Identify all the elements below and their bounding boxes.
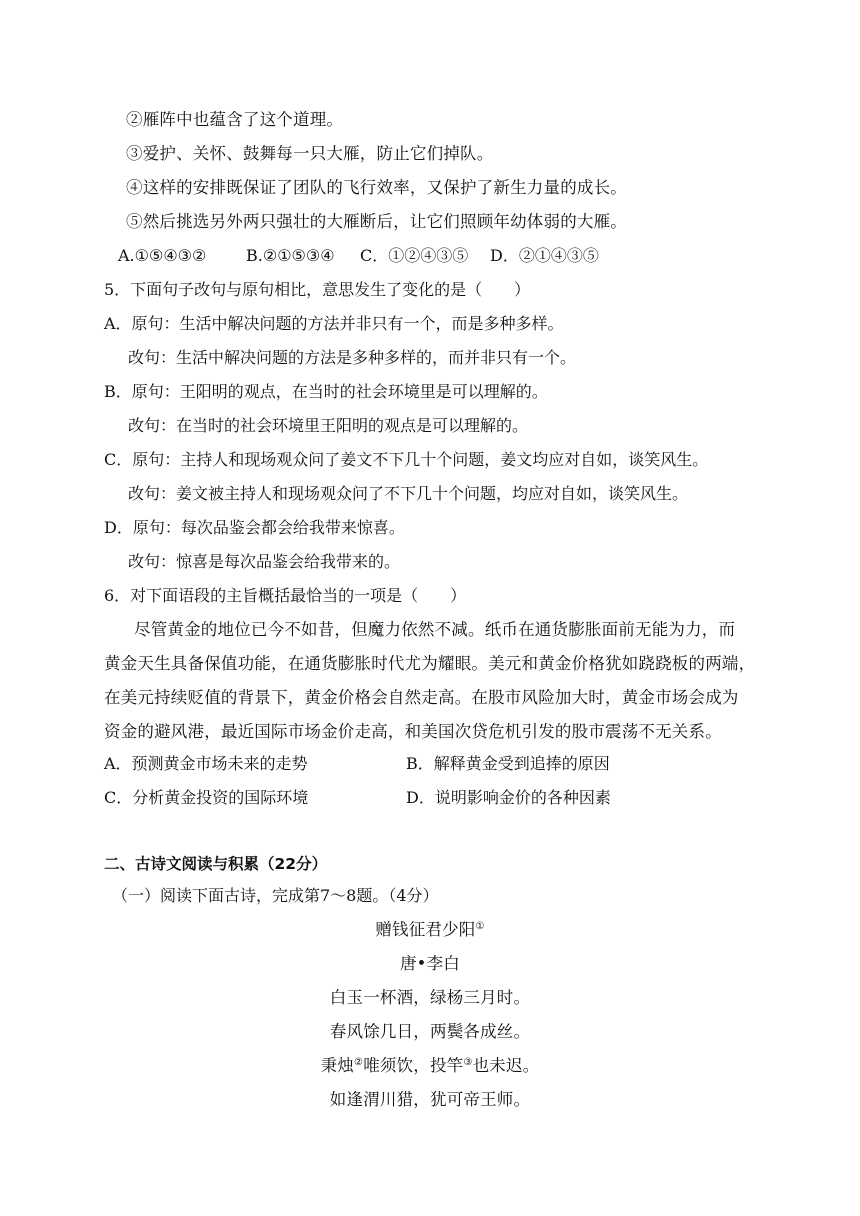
poem-author: 唐•李白 [399, 954, 461, 973]
q4-sentence-3: ③爱护、关怀、鼓舞每一只大雁，防止它们掉队。 [126, 144, 494, 163]
poem-title-text: 赠钱征君少阳 [375, 920, 476, 939]
q5-c-original: C．原句：主持人和现场观众问了姜文不下几十个问题，姜文均应对自如，谈笑风生。 [104, 450, 709, 469]
poem-line-3 [0, 1056, 860, 1076]
q5-c-revised: 改句：姜文被主持人和现场观众问了不下几十个问题，均应对自如，谈笑风生。 [128, 484, 689, 503]
q6-passage-line-2: 黄金天生具备保值功能，在通货膨胀时代尤为耀眼。美元和黄金价格犹如跷跷板的两端， [104, 654, 756, 673]
poem-title-footnote-mark: ① [475, 921, 485, 932]
q6-option-b: B．解释黄金受到追捧的原因 [406, 754, 610, 773]
q6-passage-line-1: 尽管黄金的地位已今不如昔，但魔力依然不减。纸币在通货膨胀面前无能为力，而 [134, 620, 736, 639]
q6-option-a: A．预测黄金市场未来的走势 [104, 754, 308, 773]
poem-line-1: 白玉一杯酒，绿杨三月时。 [329, 988, 531, 1007]
q5-d-revised: 改句：惊喜是每次品鉴会给我带来的。 [128, 552, 401, 571]
poem-line-3-part-2: 唯须饮，投竿 [363, 1056, 464, 1075]
q5-b-revised: 改句：在当时的社会环境里王阳明的观点是可以理解的。 [128, 416, 529, 435]
poem-line-4: 如逢渭川猎，犹可帝王师。 [329, 1090, 531, 1109]
q4-sentence-5: ⑤然后挑选另外两只强壮的大雁断后，让它们照顾年幼体弱的大雁。 [126, 212, 627, 231]
q5-a-original: A．原句：生活中解决问题的方法并非只有一个，而是多种多样。 [104, 314, 564, 333]
q6-passage-line-3: 在美元持续贬值的背景下，黄金价格会自然走高。在股市风险加大时，黄金市场会成为 [104, 688, 739, 707]
q4-option-a: A.①⑤④③② [118, 246, 207, 265]
poem-footnote-mark-3: ③ [463, 1057, 473, 1068]
poem-title [0, 920, 860, 940]
q4-option-c: C．①②④③⑤ [360, 246, 469, 265]
q4-option-b: B.②①⑤③④ [246, 246, 335, 265]
poem-line-2: 春风馀几日，两鬓各成丝。 [329, 1022, 531, 1041]
section-subheading: （一）阅读下面古诗，完成第7～8题。（4分） [112, 886, 439, 905]
poem-footnote-mark-2: ② [354, 1057, 364, 1068]
q6-stem: 6．对下面语段的主旨概括最恰当的一项是（ ） [104, 586, 467, 605]
q5-a-revised: 改句：生活中解决问题的方法是多种多样的，而并非只有一个。 [128, 348, 577, 367]
q4-option-d: D．②①④③⑤ [490, 246, 599, 265]
q6-option-d: D．说明影响金价的各种因素 [406, 788, 611, 807]
q6-passage-line-4: 资金的避风港，最近国际市场金价走高，和美国次贷危机引发的股市震荡不无关系。 [104, 722, 722, 741]
q4-sentence-2: ②雁阵中也蕴含了这个道理。 [126, 110, 344, 129]
section-heading: 二、古诗文阅读与积累（22分） [104, 855, 328, 873]
poem-line-3-part-1: 秉烛 [320, 1056, 355, 1075]
q6-option-c: C．分析黄金投资的国际环境 [104, 788, 309, 807]
q5-b-original: B．原句：王阳明的观点，在当时的社会环境里是可以理解的。 [104, 382, 548, 401]
q5-stem: 5．下面句子改句与原句相比，意思发生了变化的是（ ） [104, 280, 531, 299]
poem-line-3-part-3: 也未迟。 [472, 1056, 540, 1075]
q5-d-original: D．原句：每次品鉴会都会给我带来惊喜。 [104, 518, 405, 537]
q4-sentence-4: ④这样的安排既保证了团队的飞行效率，又保护了新生力量的成长。 [126, 178, 627, 197]
